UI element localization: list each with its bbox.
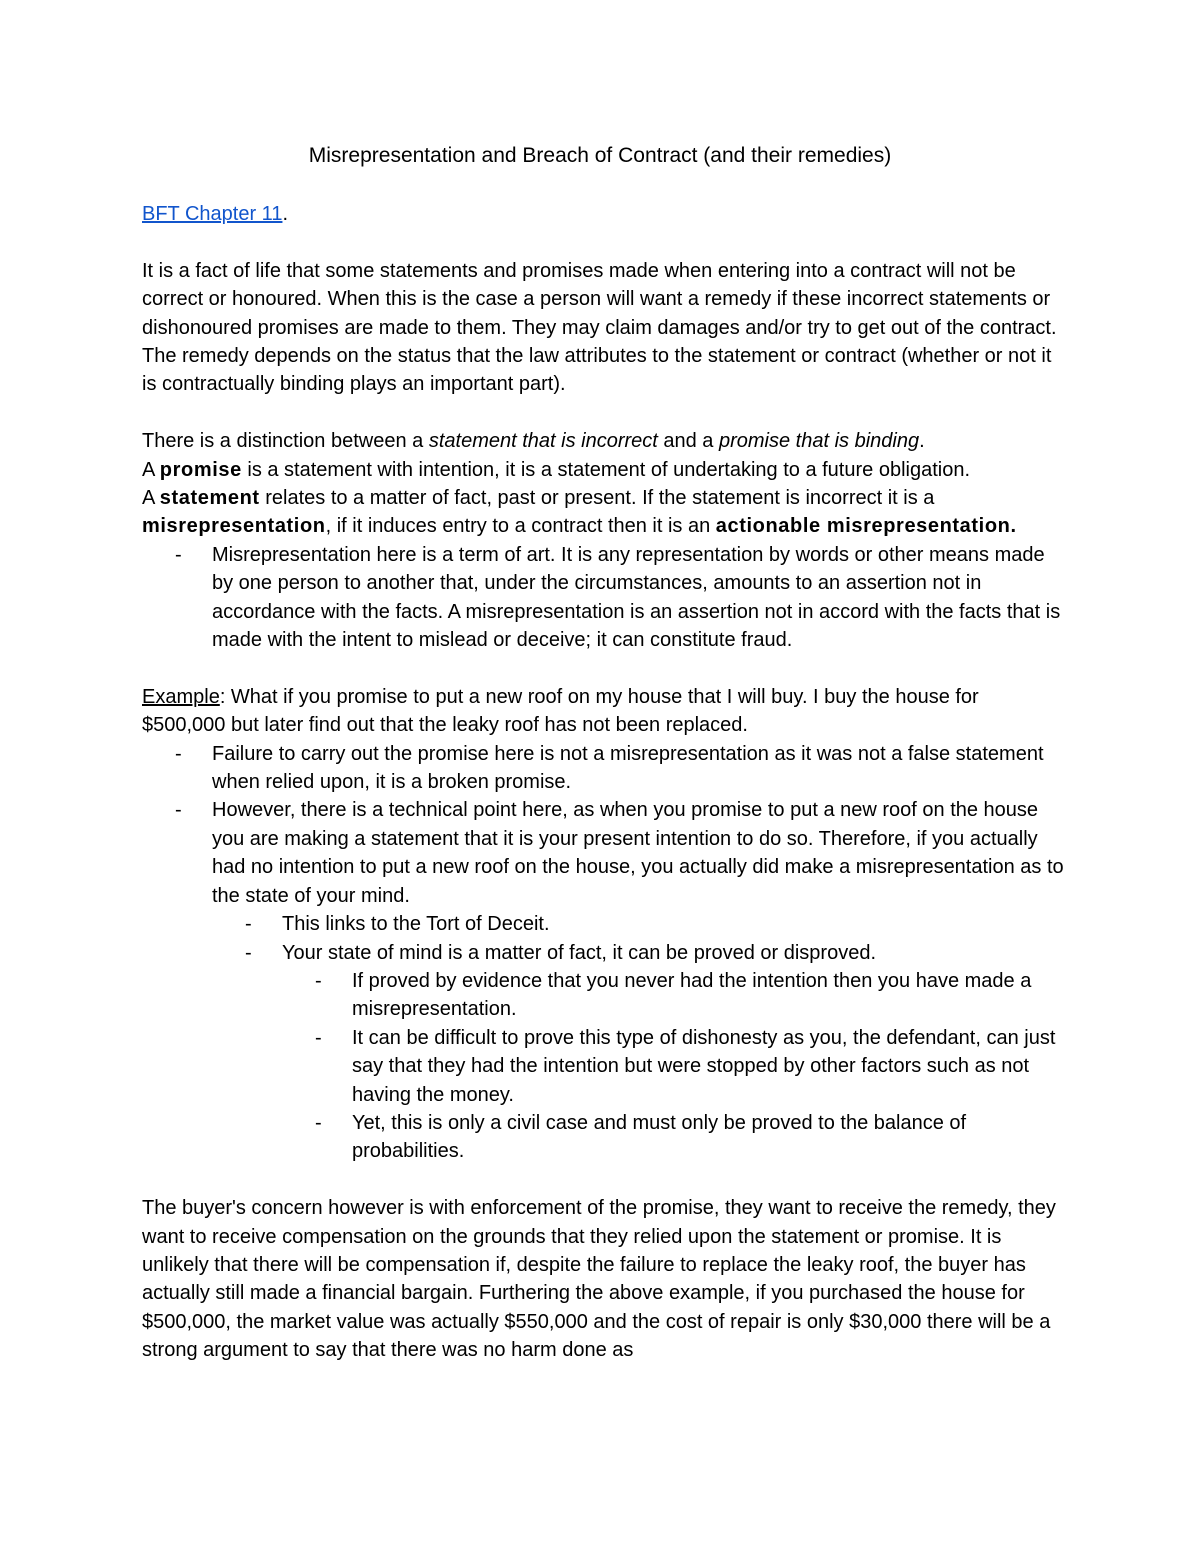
closing-paragraph: The buyer's concern however is with enforcement of the promise, they want to receive the remedy, they want to receive compensation on the grounds that they relied upon the statement or promise. It is unlikely that there will be compensation if, despite the failure to replace the leaky roof, the buyer has actually still made a financial bargain. Furthering the above example, if you purchased the house for $500,000, the market value was actually $550,000 and the cost of repair is only $30,000 there will be a strong argument to say that there was no harm done as [142,1197,1056,1362]
nested-bullet-list [282,967,1067,1166]
list-item: - Yet, this is only a civil case and must only be proved to the balance of probabilities. [352,1109,1067,1166]
example-label: Example [142,685,220,708]
example-paragraph [142,683,1067,740]
nested-bullet-list [212,910,1067,1166]
chapter-link[interactable]: BFT Chapter 11 [142,203,283,225]
list-item: - This links to the Tort of Deceit. [282,910,1067,938]
distinction-text-3: . [919,430,925,453]
chapter-reference [142,200,1067,228]
distinction-text-2: and a [657,430,719,453]
list-item: - Misrepresentation here is a term of art. It is any representation by words or other means made by one person to another that, under the circumstances, amounts to an assertion not in accordance with the facts. A misrepresentation is an assertion not in accord with the facts that is made with the intent to mislead or deceive; it can constitute fraud. [212,541,1067,655]
document-title: Misrepresentation and Breach of Contract (and their remedies) [308,144,892,167]
list-item-text: Your state of mind is a matter of fact, it can be proved or disproved. [282,941,877,964]
list-item: - It can be difficult to prove this type of dishonesty as you, the defendant, can just say that they had the intention but were stopped by other factors such as not having the money. [352,1024,1067,1109]
distinction-italic-2: promise that is binding [718,430,920,453]
actionable-misrepresentation-term: actionable misrepresentation. [715,515,1017,538]
example-text: : What if you promise to put a new roof on my house that I will buy. I buy the house for $500,000 but later find out that the leaky roof has not been replaced. [142,685,979,737]
document-body [142,200,1067,1365]
list-item [212,796,1067,1165]
chapter-link-suffix: . [282,203,289,225]
promise-definition [142,456,1067,484]
misrepresentation-list [142,541,1067,655]
distinction-italic-1: statement that is incorrect [428,430,658,453]
list-item: - If proved by evidence that you never had the intention then you have made a misrepresentation. [352,967,1067,1024]
list-item [282,939,1067,1166]
statement-text-2: , if it induces entry to a contract then it is an [325,515,716,538]
promise-article: A [142,458,160,481]
intro-paragraph: It is a fact of life that some statements and promises made when entering into a contract will not be correct or honoured. When this is the case a person will want a remedy if these incorrect statements or dishonoured promises are made to them. They may claim damages and/or try to get out of the contract. The remedy depends on the status that the law attributes to the statement or contract (whether or not it is contractually binding plays an important part). [142,259,1057,396]
statement-definition [142,484,1067,541]
statement-text-1: relates to a matter of fact, past or present. If the statement is incorrect it is a [259,487,935,510]
distinction-line [142,427,1067,455]
promise-text: is a statement with intention, it is a statement of undertaking to a future obligation. [241,458,971,481]
example-bullet-list [142,740,1067,1166]
distinction-text-1: There is a distinction between a [142,430,429,453]
list-item: - Failure to carry out the promise here is not a misrepresentation as it was not a false statement when relied upon, it is a broken promise. [212,740,1067,797]
statement-term: statement [159,487,260,510]
statement-article: A [142,487,160,510]
list-item-text: However, there is a technical point here, as when you promise to put a new roof on the house you are making a statement that it is your present intention to do so. Therefore, if you actually had no intention to put a new roof on the house, you actually did make a misrepresentation as to the state of your mind. [212,799,1064,907]
misrepresentation-term: misrepresentation [142,515,326,538]
promise-term: promise [159,458,242,481]
